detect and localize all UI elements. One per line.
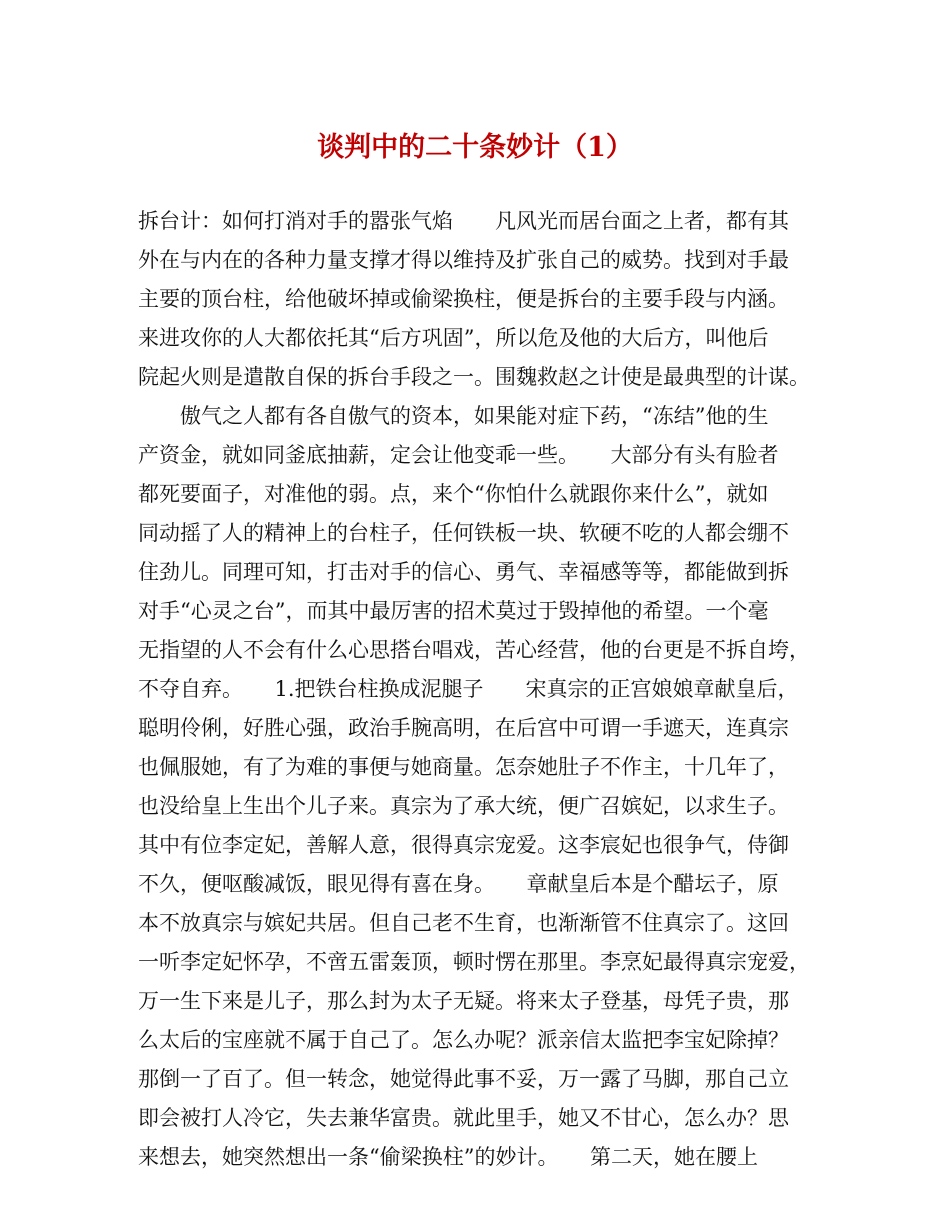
- body-line: 也没给皇上生出个儿子来。真宗为了承大统，便广召嫔妃，以求生子。: [138, 794, 789, 818]
- body-line: 同动摇了人的精神上的台柱子，任何铁板一块、软硬不吃的人都会绷不: [138, 521, 789, 545]
- body-line: 不夺自弃。 1.把铁台柱换成泥腿子 宋真宗的正宫娘娘章献皇后，: [138, 677, 799, 701]
- body-line: 对手“心灵之台”，而其中最厉害的招术莫过于毁掉他的希望。一个毫: [138, 599, 769, 623]
- body-line: 院起火则是遣散自保的拆台手段之一。围魏救赵之计使是最典型的计谋。: [138, 365, 810, 389]
- body-line: 住劲儿。同理可知，打击对手的信心、勇气、幸福感等等，都能做到拆: [138, 560, 789, 584]
- body-line: 产资金，就如同釜底抽薪，定会让他变乖一些。 大部分有头有脸者: [138, 443, 779, 467]
- body-line: 也佩服她，有了为难的事便与她商量。怎奈她肚子不作主，十几年了，: [138, 755, 789, 779]
- body-line: 那倒一了百了。但一转念，她觉得此事不妥，万一露了马脚，那自己立: [138, 1067, 789, 1091]
- body-line: 傲气之人都有各自傲气的资本，如果能对症下药，“冻结”他的生: [138, 404, 769, 428]
- body-line: 万一生下来是儿子，那么封为太子无疑。将来太子登基，母凭子贵，那: [138, 989, 789, 1013]
- body-line: 主要的顶台柱，给他破坏掉或偷梁换柱，便是拆台的主要手段与内涵。: [138, 287, 789, 311]
- body-line: 拆台计：如何打消对手的嚣张气焰 凡风光而居台面之上者，都有其: [138, 209, 789, 233]
- document-title: 谈判中的二十条妙计（1）: [317, 132, 633, 163]
- body-line: 无指望的人不会有什么心思搭台唱戏，苦心经营，他的台更是不拆自垮，: [138, 638, 810, 662]
- body-line: 聪明伶俐，好胜心强，政治手腕高明，在后宫中可谓一手遮天，连真宗: [138, 716, 789, 740]
- body-line: 外在与内在的各种力量支撑才得以维持及扩张自己的威势。找到对手最: [138, 248, 789, 272]
- body-line: 不久，便呕酸减饭，眼见得有喜在身。 章献皇后本是个醋坛子，原: [138, 872, 779, 896]
- body-line: 来进攻你的人大都依托其“后方巩固”，所以危及他的大后方，叫他后: [138, 326, 769, 350]
- body-line: 即会被打人冷它，失去兼华富贵。就此里手，她又不甘心，怎么办？思: [138, 1106, 789, 1130]
- body-line: 么太后的宝座就不属于自己了。怎么办呢？派亲信太监把李宝妃除掉？: [138, 1028, 789, 1052]
- body-line: 来想去，她突然想出一条“偷梁换柱”的妙计。 第二天，她在腰上: [138, 1145, 758, 1169]
- body-line: 其中有位李定妃，善解人意，很得真宗宠爱。这李宸妃也很争气，侍御: [138, 833, 789, 857]
- body-line: 一听李定妃怀孕，不啻五雷轰顶，顿时愣在那里。李烹妃最得真宗宠爱，: [138, 950, 810, 974]
- document-body: [138, 202, 828, 1177]
- body-line: 本不放真宗与嫔妃共居。但自己老不生育，也渐渐管不住真宗了。这回: [138, 911, 789, 935]
- body-line: 都死要面子，对准他的弱。点，来个“你怕什么就跟你来什么”，就如: [138, 482, 769, 506]
